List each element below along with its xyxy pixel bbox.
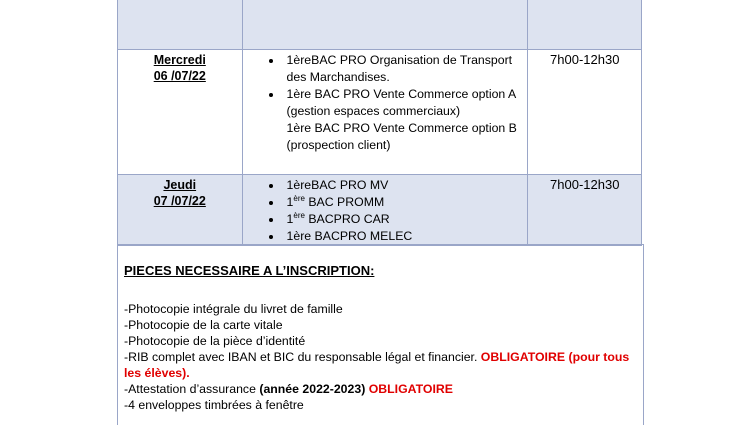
time-slot: 7h00-12h30 xyxy=(550,177,620,192)
day-date: 06 /07/22 xyxy=(153,69,206,83)
class-list xyxy=(243,50,528,120)
time-slot: 7h00-12h30 xyxy=(550,52,620,67)
document-line: -Photocopie de la carte vitale xyxy=(124,318,283,332)
schedule-table xyxy=(117,0,642,246)
documents-heading: PIECES NECESSAIRE A L’INSCRIPTION: xyxy=(124,263,375,278)
list-item: • 1èreBAC PRO MV xyxy=(283,177,528,194)
document-line: -RIB complet avec IBAN et BIC du responsable légal et financier. OBLIGATOIRE (pour tous les élèves). xyxy=(124,350,630,380)
table-row xyxy=(118,0,642,50)
table-row xyxy=(118,175,642,246)
mandatory-note: OBLIGATOIRE xyxy=(365,382,453,396)
day-cell xyxy=(118,175,242,209)
documents-list xyxy=(124,301,634,413)
list-continuation: (prospection client) xyxy=(286,138,391,152)
mandatory-note: OBLIGATOIRE (pour tous les élèves) xyxy=(124,350,630,380)
year-note: (année 2022-2023) xyxy=(259,382,366,396)
list-item: • 1ère BACPRO CAR xyxy=(283,211,528,228)
day-name: Mercredi xyxy=(153,53,206,67)
list-item: • 1èreBAC PRO Organisation de Transport des Marchandises. xyxy=(283,52,528,86)
list-continuation: 1ère BAC PRO Vente Commerce option B xyxy=(286,121,517,135)
list-item: • 1ère BAC PRO Vente Commerce option A (gestion espaces commerciaux) xyxy=(283,86,528,120)
day-cell xyxy=(118,50,242,84)
list-item: • 1ère BAC PROMM xyxy=(283,194,528,211)
class-list xyxy=(243,175,528,245)
document-line: -Photocopie de la pièce d’identité xyxy=(124,334,306,348)
day-name: Jeudi xyxy=(163,178,197,192)
document-line: -4 enveloppes timbrées à fenêtre xyxy=(124,398,304,412)
table-row xyxy=(118,50,642,175)
list-item: • 1ère BACPRO MELEC xyxy=(283,228,528,245)
document-line: -Attestation d’assurance (année 2022-2023) OBLIGATOIRE xyxy=(124,382,453,396)
day-date: 07 /07/22 xyxy=(153,194,206,208)
document-line: -Photocopie intégrale du livret de famille xyxy=(124,302,343,316)
